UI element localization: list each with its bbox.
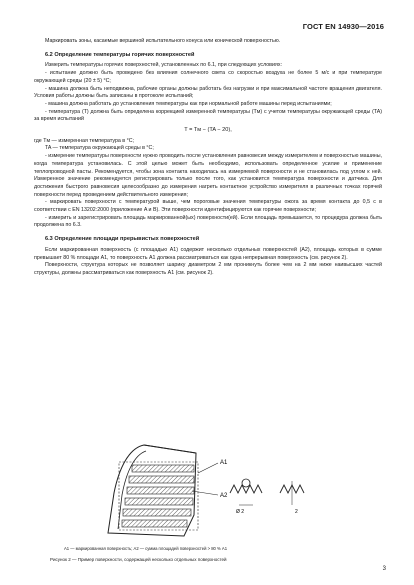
paragraph: - маркировать поверхности с температурой выше, чем пороговые значения температуры ожога за время контакта до 0,5 с в соответствии с EN 13202:2000 (приложение A и B). Эти поверхности идентифицируются как горячие поверхности;: [34, 199, 382, 214]
paragraph: Маркировать зоны, касаемые вершиной испытательного конуса или конической поверхностью.: [45, 38, 281, 44]
standard-id: ГОСТ EN 14930—2016: [302, 22, 384, 31]
detail-ball-profile: [230, 479, 304, 515]
figure-caption: Рисунок 2 — Пример поверхности, содержащей несколько отдельных поверхностей: [50, 557, 227, 562]
paragraph: - машина должна быть неподвижна, рабочие органы должны работать без нагрузки и при максимальной частоте вращения двигателя. Условия работы должны быть записаны в протоколе испытаний;: [34, 85, 382, 100]
hatched-surfaces-a2: [122, 465, 194, 527]
figure-legend: A1 — маркированная поверхность; A2 — сумма площадей поверхностей > 80 % A1: [64, 546, 228, 551]
formula-where: где Tм — измеренная температура в °С;: [34, 137, 135, 144]
paragraph: - температура (T) должна быть определена коррекцией измеренной температуры (Tм) с учетом температуры окружающей среды (TA) за время испытаний: [34, 108, 382, 123]
document-body: [34, 38, 382, 278]
dim-depth: 2: [295, 509, 298, 515]
formula-where: TA — температура окружающей среды в °С;: [45, 145, 154, 152]
section-heading: 6.2 Определение температуры горячих поверхностей: [45, 51, 195, 58]
dim-diameter: Ø 2: [236, 509, 245, 515]
figure-surface-diagram: [34, 433, 382, 545]
paragraph: - машина должна работать до установления температуры как при нормальной работе машины перед испытаниями;: [45, 100, 332, 107]
paragraph: - испытание должно быть проведено без влияния солнечного света со скоростью воздуха не более 5 м/с и при температуре окружающей среды (20 ± 5) °С;: [34, 70, 382, 84]
paragraph: Если маркированная поверхность (с площадью A1) содержит несколько отдельных поверхностей (A2), площадь которых в сумме превышает 80 % площади A1, то поверхность A1 должна рассматриваться как одна непрерывная поверхность (см. рисунок 2).: [34, 246, 382, 261]
formula: T = Tм − (TA − 20),: [184, 127, 232, 134]
paragraph: Поверхности, структура которых не позволяет шарику диаметром 2 мм проникнуть более чем на 2 мм ниже наивысших частей структуры, должны рассматриваться как поверхность A1 (см. рисунок 2).: [34, 262, 382, 276]
label-a1: A1: [220, 460, 228, 466]
paragraph: - измерение температуры поверхности нужно проводить после установления равновесия между измерителем и поверхностью машины, когда температура установилась. С этой целью может быть необходимо, использовать определенное усилие и применение теплопроводной пасты. Рекомендуется, чтобы зона контакта находилась на измеряемой поверхности и не становилась под углом к ней. Измеренное значение рекомендуется регистрировать только после того, как установится температура поверхности и датчика. Для достижения быстрого равновесия целесообразно до измерения нагреть контактное устройство измерителя в различных точках горячей поверхности перед проведением действительного измерения;: [34, 153, 382, 198]
page-number: 3: [382, 566, 386, 572]
label-a2: A2: [220, 493, 228, 499]
paragraph: - измерить и зарегистрировать площадь маркированной(ых) поверхности(ей). Если площадь превышается, то процедура должна быть продолжена по 6.3.: [34, 214, 382, 229]
paragraph: Измерить температуры горячих поверхностей, установленных по 6.1, при следующих условиях:: [45, 62, 282, 69]
section-heading: 6.3 Определение площади прерывистых поверхностей: [45, 236, 200, 243]
